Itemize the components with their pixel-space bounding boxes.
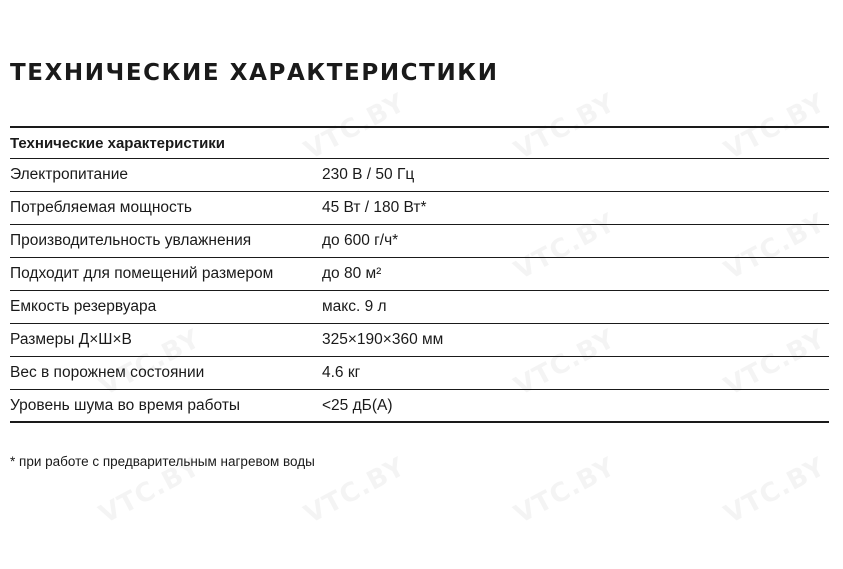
watermark xyxy=(509,452,620,530)
spec-row xyxy=(10,258,829,291)
spec-label: Вес в порожнем состоянии xyxy=(10,364,205,381)
spec-row xyxy=(10,159,829,192)
spec-label: Уровень шума во время работы xyxy=(10,396,241,414)
spec-label: Производительность увлажнения xyxy=(10,232,252,249)
spec-value: 230 В / 50 Гц xyxy=(322,166,415,183)
spec-value: до 80 м² xyxy=(322,265,382,282)
spec-label: Электропитание xyxy=(10,166,129,183)
spec-row xyxy=(10,357,829,390)
watermark xyxy=(719,452,830,530)
spec-row xyxy=(10,324,829,357)
spec-row xyxy=(10,390,829,423)
page-title: ТЕХНИЧЕСКИЕ ХАРАКТЕРИСТИКИ xyxy=(10,60,499,86)
spec-label: Емкость резервуара xyxy=(10,298,157,315)
spec-row xyxy=(10,192,829,225)
spec-value: макс. 9 л xyxy=(322,298,387,315)
spec-value: 4.6 кг xyxy=(322,364,361,381)
spec-row xyxy=(10,225,829,258)
footnote: * при работе с предварительным нагревом воды xyxy=(10,454,315,469)
watermark xyxy=(299,452,410,530)
spec-row xyxy=(10,291,829,324)
spec-table xyxy=(10,126,829,423)
spec-value: до 600 г/ч* xyxy=(322,232,399,249)
spec-table-header: Технические характеристики xyxy=(10,126,829,159)
spec-value: 45 Вт / 180 Вт* xyxy=(322,199,427,216)
spec-value: 325×190×360 мм xyxy=(322,331,444,348)
spec-label: Потребляемая мощность xyxy=(10,199,192,216)
spec-label: Размеры Д×Ш×В xyxy=(10,331,132,348)
spec-value: <25 дБ(А) xyxy=(322,396,393,414)
spec-label: Подходит для помещений размером xyxy=(10,265,274,282)
